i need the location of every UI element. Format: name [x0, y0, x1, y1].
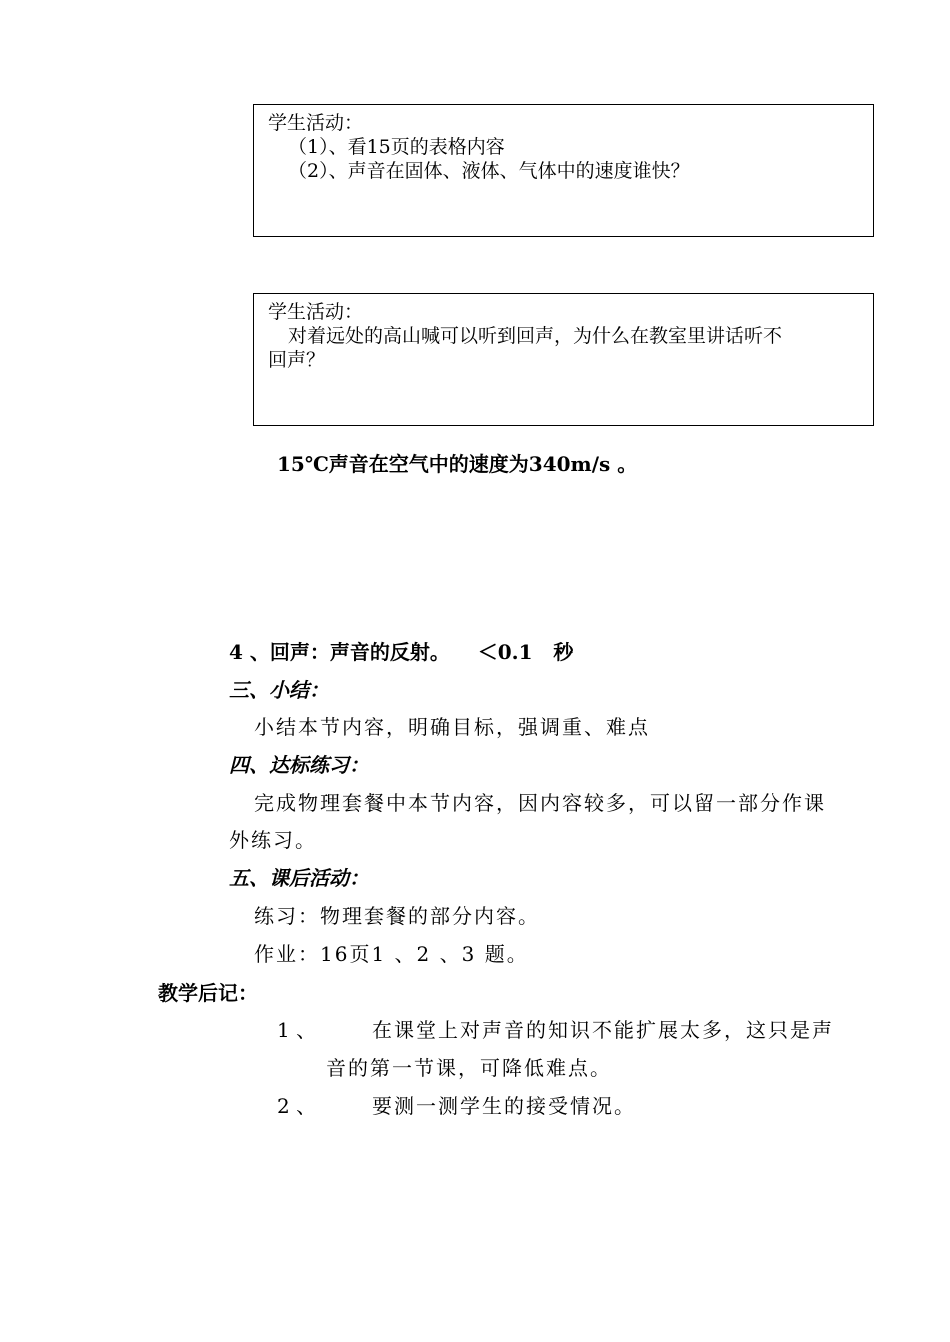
student-activity-box-1: [253, 104, 874, 237]
reflection-item-1-number: 1 、: [277, 1018, 317, 1042]
reflection-item-1-line-2: 音的第一节课，可降低难点。: [326, 1056, 612, 1080]
after-class-homework: 作业：16页1 、2 、3 题。: [254, 942, 529, 966]
section-summary-heading: 三、小结：: [229, 678, 329, 702]
activity-question-line-2: 回声？: [268, 349, 326, 371]
section-exercise-line-2: 外练习。: [229, 828, 317, 852]
section-summary-text: 小结本节内容，明确目标，强调重、难点: [254, 715, 650, 739]
reflection-item-1-line-1: 在课堂上对声音的知识不能扩展太多，这只是声: [372, 1018, 834, 1042]
student-activity-box-2: [253, 293, 874, 426]
activity-question-line-1: 对着远处的高山喊可以听到回声，为什么在教室里讲话听不: [288, 325, 783, 347]
sound-speed-note: 15℃声音在空气中的速度为340m/s 。: [277, 452, 638, 476]
reflection-item-2-text: 要测一测学生的接受情况。: [372, 1094, 636, 1118]
activity-title: 学生活动：: [268, 301, 364, 323]
section-exercise-heading: 四、达标练习：: [229, 753, 369, 777]
activity-item-2: （2）、声音在固体、液体、气体中的速度谁快？: [288, 160, 690, 182]
section-exercise-line-1: 完成物理套餐中本节内容，因内容较多，可以留一部分作课: [254, 791, 826, 815]
activity-title: 学生活动：: [268, 112, 364, 134]
echo-definition: 4 、回声：声音的反射。 ＜0.1 秒: [229, 640, 574, 664]
activity-item-1: （1）、看15页的表格内容: [288, 136, 505, 158]
teaching-reflection-heading: 教学后记：: [158, 981, 258, 1005]
reflection-item-2-number: 2 、: [277, 1094, 317, 1118]
after-class-practice: 练习：物理套餐的部分内容。: [254, 904, 540, 928]
section-after-class-heading: 五、课后活动：: [229, 866, 369, 890]
